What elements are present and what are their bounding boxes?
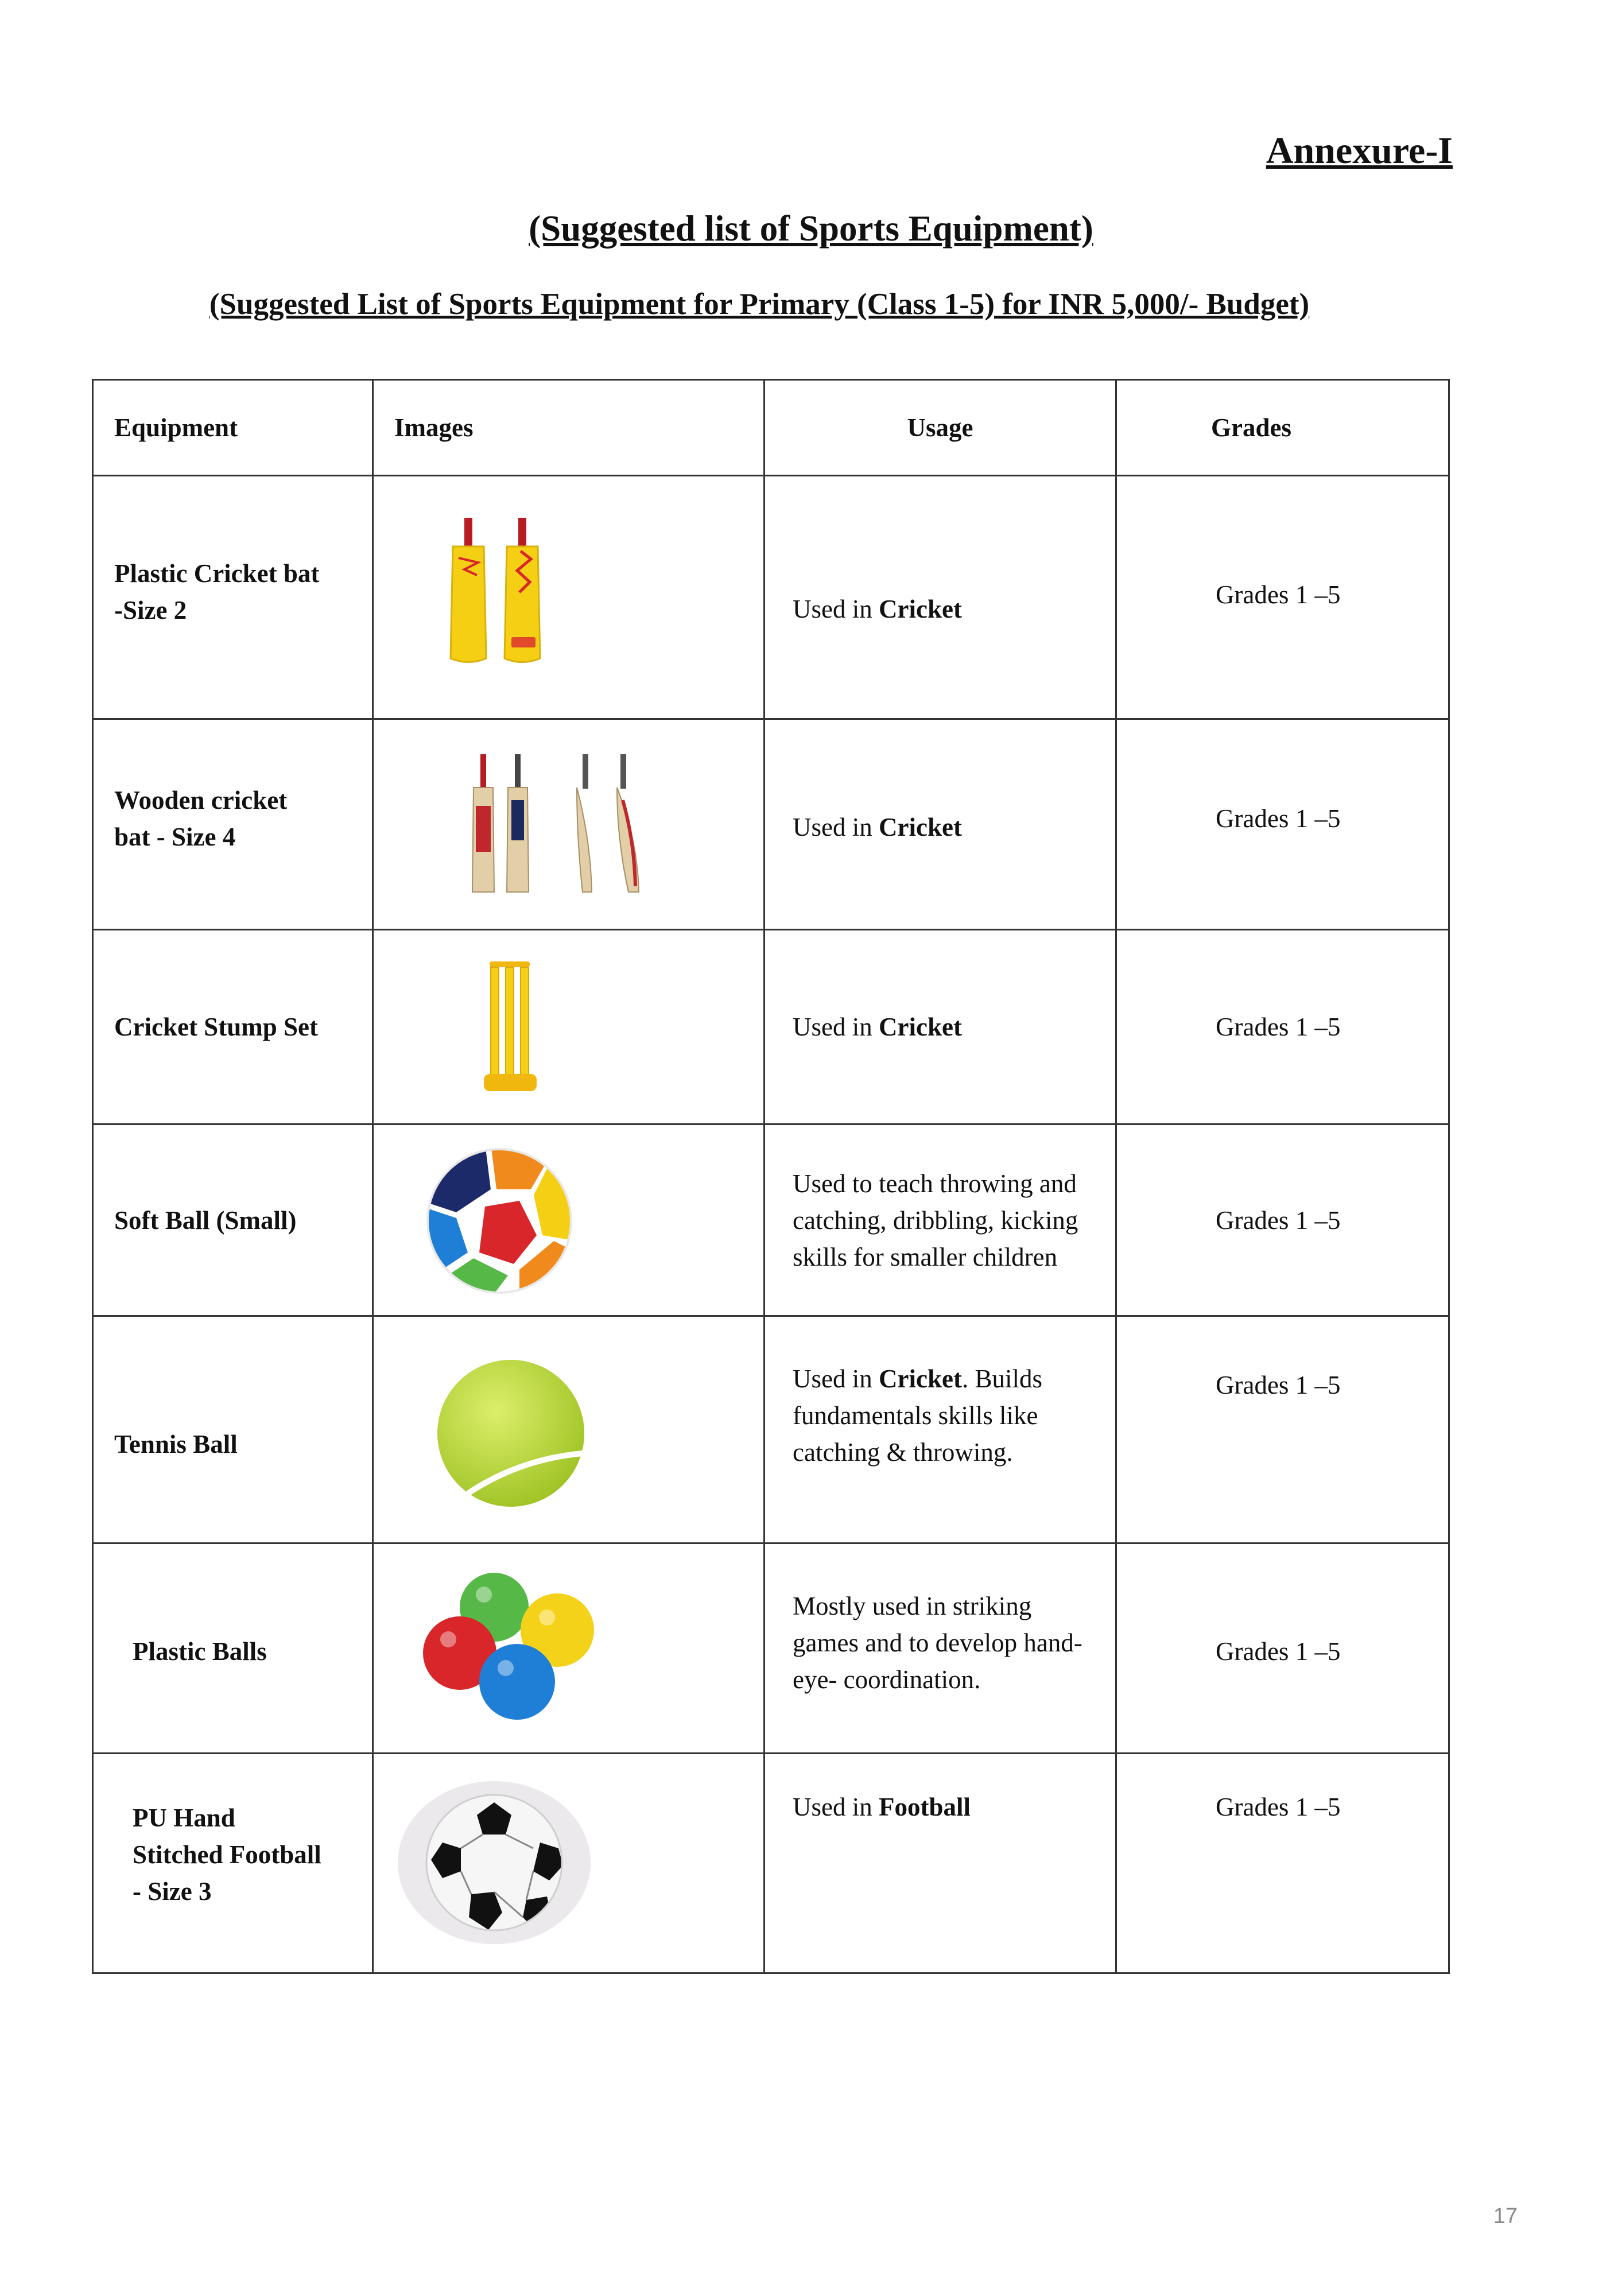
- usage-line: Used to teach throwing and: [793, 1169, 1077, 1198]
- grades-cell: [1116, 1543, 1449, 1754]
- equipment-line: Wooden cricket: [114, 786, 288, 815]
- document-title-text: (Suggested list of Sports Equipment): [529, 208, 1093, 249]
- equipment-cell: [93, 476, 373, 719]
- stump-left: [491, 967, 499, 1082]
- usage-line: catching, dribbling, kicking: [793, 1205, 1078, 1235]
- equipment-cell: [93, 719, 373, 930]
- bat-label-right: [511, 637, 536, 647]
- image-cell: [373, 1543, 765, 1754]
- highlight: [440, 1631, 456, 1647]
- bat-handle-left: [464, 518, 472, 546]
- usage-cell: [765, 1754, 1116, 1973]
- usage-sport: Cricket: [879, 1013, 962, 1041]
- usage-sport: Cricket: [879, 594, 962, 623]
- equipment-table-container: [92, 379, 1450, 1974]
- grades-cell: [1116, 719, 1449, 930]
- column-header-equipment: [93, 380, 373, 476]
- equipment-line: bat - Size 4: [114, 823, 236, 851]
- equipment-cell: [93, 1124, 373, 1316]
- usage-cell: [765, 1316, 1116, 1543]
- tennis-ball-icon: [433, 1356, 588, 1511]
- football-icon: [397, 1779, 592, 1946]
- equipment-cell: [93, 1543, 373, 1754]
- equipment-name: [133, 1799, 360, 1910]
- column-header-images-text: Images: [394, 413, 474, 442]
- table-row: [93, 1754, 1449, 1973]
- document-subtitle-text: (Suggested List of Sports Equipment for Primary (Class 1-5) for INR 5,000/- Budget): [209, 288, 1310, 321]
- usage-cell: [765, 1543, 1116, 1754]
- grades-text: Grades 1 –5: [1216, 580, 1341, 609]
- table-row: [93, 1316, 1449, 1543]
- usage-line: fundamentals skills like: [793, 1401, 1038, 1430]
- usage-cell: [765, 1124, 1116, 1316]
- bat-handle: [583, 754, 588, 789]
- equipment-cell: [93, 1316, 373, 1543]
- page-number: 17: [1493, 2204, 1518, 2228]
- usage-text: [793, 1588, 1104, 1698]
- usage-prefix: Used in: [793, 1364, 879, 1393]
- column-header-usage: [765, 380, 1116, 476]
- usage-prefix: Used in: [793, 1793, 879, 1821]
- usage-line: games and to develop hand-: [793, 1628, 1082, 1657]
- usage-line: skills for smaller children: [793, 1242, 1058, 1271]
- plastic-ball-blue: [479, 1644, 555, 1720]
- soft-ball-icon: [422, 1143, 577, 1298]
- column-header-grades: [1116, 380, 1449, 476]
- highlight: [498, 1660, 514, 1676]
- image-cell: [373, 930, 765, 1124]
- highlight: [539, 1609, 555, 1626]
- table-row: [93, 1543, 1449, 1754]
- equipment-name: Tennis Ball: [114, 1429, 238, 1459]
- plastic-cricket-bat-icon: [447, 518, 573, 667]
- bat-handle: [480, 754, 486, 789]
- image-cell: [373, 1754, 765, 1973]
- grades-text: Grades 1 –5: [1216, 804, 1341, 833]
- usage-cell: [765, 930, 1116, 1124]
- equipment-table: [92, 379, 1450, 1974]
- grades-cell: [1116, 1316, 1449, 1543]
- bat-blade-side: [577, 788, 592, 892]
- grades-cell: [1116, 476, 1449, 719]
- equipment-name: Cricket Stump Set: [114, 1013, 318, 1041]
- equipment-name: [114, 555, 360, 629]
- image-cell: [373, 1124, 765, 1316]
- highlight: [476, 1587, 492, 1603]
- usage-rest: . Builds: [961, 1364, 1042, 1393]
- bat-sticker: [476, 806, 491, 852]
- usage-text: [793, 591, 1104, 627]
- document-title: [0, 208, 1622, 250]
- grades-text: Grades 1 –5: [1216, 1370, 1341, 1399]
- bat-handle: [515, 754, 521, 789]
- equipment-name: Plastic Balls: [133, 1636, 267, 1666]
- table-row: [93, 719, 1449, 930]
- grades-text: Grades 1 –5: [1216, 1636, 1341, 1666]
- usage-text: [793, 1360, 1104, 1471]
- usage-line: eye- coordination.: [793, 1665, 981, 1694]
- equipment-line: - Size 3: [133, 1877, 212, 1906]
- usage-text: [793, 1165, 1104, 1275]
- usage-line: Mostly used in striking: [793, 1591, 1032, 1620]
- equipment-cell: [93, 930, 373, 1124]
- equipment-line: Plastic Cricket bat: [114, 559, 320, 588]
- stump-bail: [490, 961, 530, 967]
- equipment-cell: [93, 1754, 373, 1973]
- equipment-line: PU Hand: [133, 1804, 235, 1832]
- usage-prefix: Used in: [793, 1013, 879, 1041]
- usage-prefix: Used in: [793, 594, 879, 623]
- image-cell: [373, 719, 765, 930]
- column-header-grades-text: Grades: [1211, 413, 1291, 442]
- bat-handle: [620, 754, 626, 789]
- usage-cell: [765, 719, 1116, 930]
- column-header-images: [373, 380, 765, 476]
- table-header-row: [93, 380, 1449, 476]
- table-row: [93, 1124, 1449, 1316]
- usage-cell: [765, 476, 1116, 719]
- usage-text: [793, 809, 1104, 846]
- stump-base: [484, 1074, 537, 1091]
- grades-text: Grades 1 –5: [1216, 1013, 1341, 1041]
- tennis-ball-body: [437, 1360, 584, 1507]
- table-row: [93, 930, 1449, 1124]
- usage-line: catching & throwing.: [793, 1437, 1013, 1467]
- grades-cell: [1116, 930, 1449, 1124]
- stump-right: [521, 967, 529, 1082]
- stump-middle: [506, 967, 514, 1082]
- annexure-label: Annexure-I: [1266, 130, 1453, 172]
- plastic-balls-icon: [420, 1567, 603, 1728]
- grades-cell: [1116, 1754, 1449, 1973]
- image-cell: [373, 1316, 765, 1543]
- column-header-usage-text: Usage: [907, 413, 973, 442]
- table-row: [93, 476, 1449, 719]
- usage-text: [793, 1789, 1104, 1825]
- wooden-cricket-bat-icon: [470, 754, 654, 898]
- equipment-line: Stitched Football: [133, 1840, 321, 1869]
- cricket-stump-icon: [483, 959, 540, 1097]
- equipment-name: Soft Ball (Small): [114, 1205, 297, 1235]
- grades-cell: [1116, 1124, 1449, 1316]
- bat-handle-right: [518, 518, 526, 546]
- image-cell: [373, 476, 765, 719]
- document-subtitle: [0, 287, 1622, 321]
- column-header-equipment-text: Equipment: [114, 413, 238, 442]
- usage-text: [793, 1009, 1104, 1045]
- equipment-line: -Size 2: [114, 595, 187, 625]
- grades-text: Grades 1 –5: [1216, 1205, 1341, 1235]
- bat-sticker: [511, 800, 524, 840]
- usage-sport: Cricket: [879, 1364, 962, 1393]
- grades-text: Grades 1 –5: [1216, 1793, 1341, 1821]
- usage-prefix: Used in: [793, 813, 879, 841]
- usage-sport: Cricket: [879, 813, 962, 841]
- usage-sport: Football: [879, 1793, 971, 1821]
- bat-blade-left: [451, 546, 486, 662]
- equipment-name: [114, 782, 360, 855]
